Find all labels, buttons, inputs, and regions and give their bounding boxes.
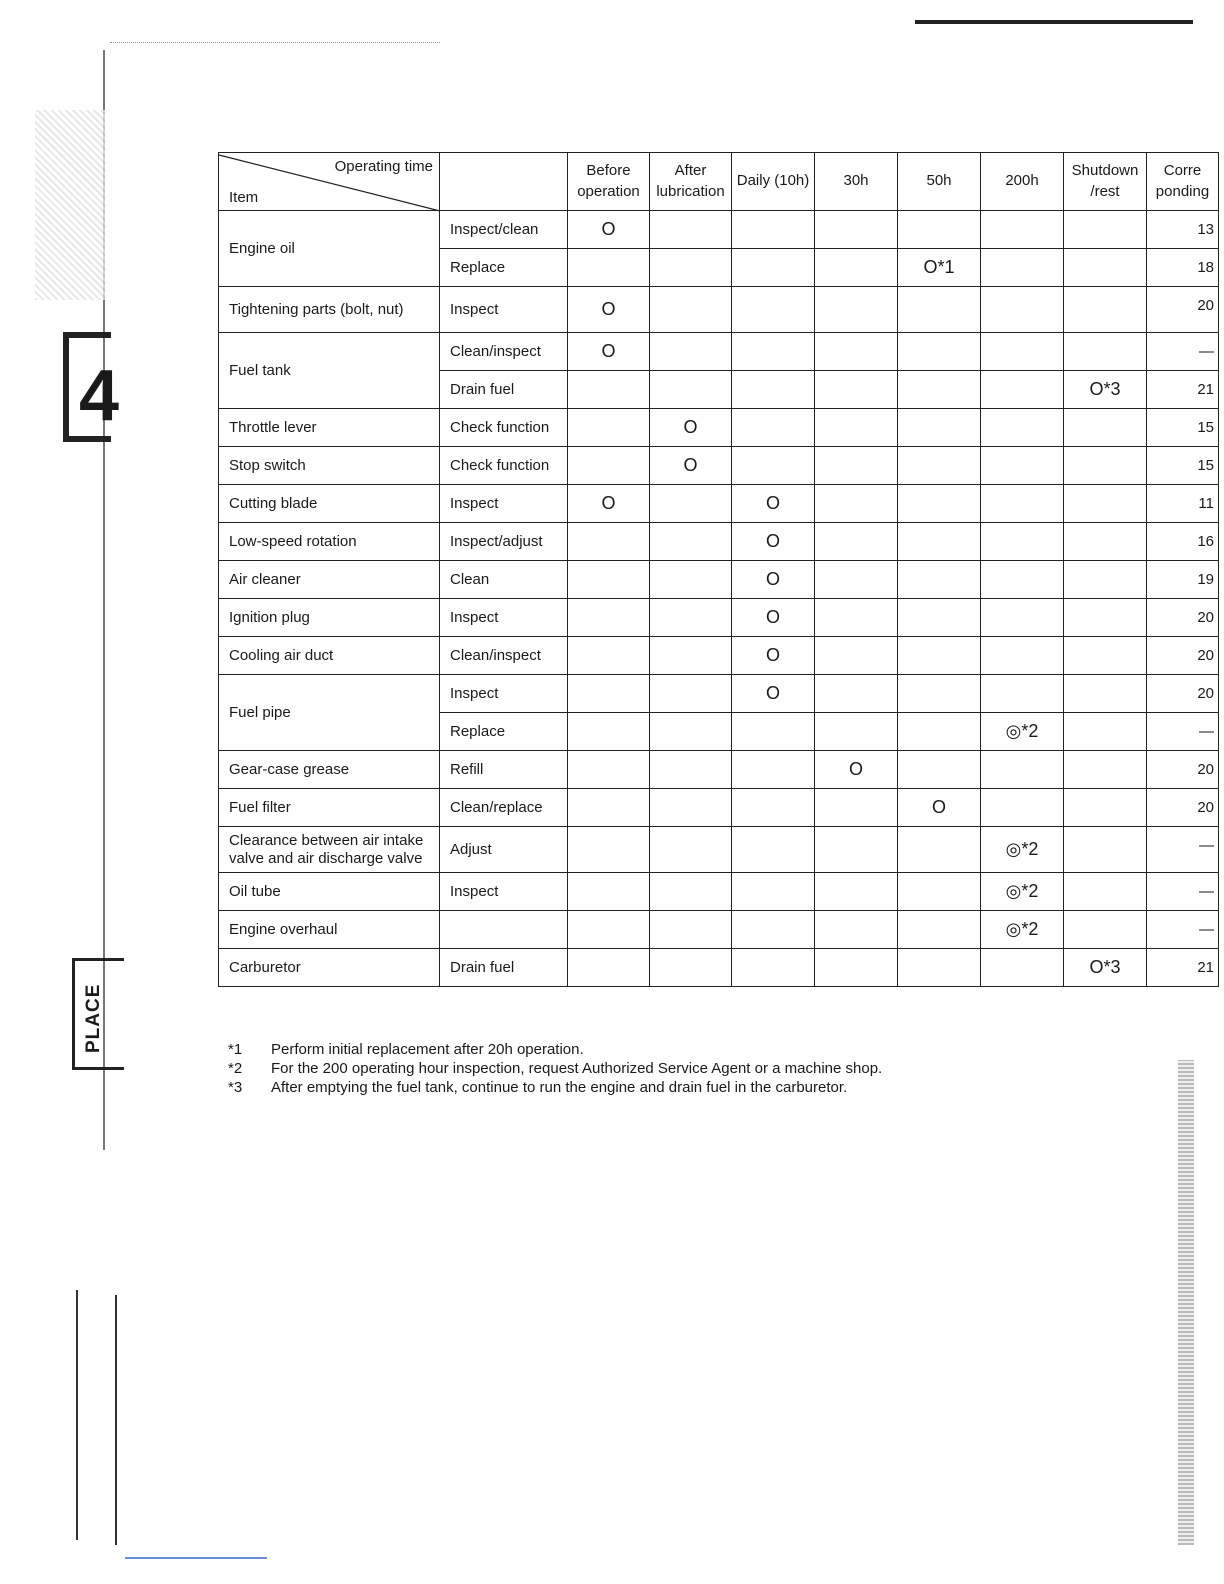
schedule-mark bbox=[650, 827, 732, 873]
page-reference: — bbox=[1147, 713, 1219, 751]
column-header: 30h bbox=[815, 153, 898, 211]
action-cell: Inspect/adjust bbox=[440, 523, 568, 561]
page-reference: 20 bbox=[1147, 675, 1219, 713]
schedule-mark bbox=[1064, 409, 1147, 447]
action-cell: Inspect bbox=[440, 485, 568, 523]
schedule-mark bbox=[898, 949, 981, 987]
schedule-mark: O bbox=[898, 789, 981, 827]
item-cell: Stop switch bbox=[219, 447, 440, 485]
page-reference: 20 bbox=[1147, 637, 1219, 675]
schedule-mark bbox=[981, 637, 1064, 675]
column-header: Corre ponding bbox=[1147, 153, 1219, 211]
schedule-mark bbox=[732, 249, 815, 287]
schedule-mark bbox=[815, 409, 898, 447]
item-cell: Throttle lever bbox=[219, 409, 440, 447]
schedule-mark bbox=[815, 561, 898, 599]
schedule-mark bbox=[650, 485, 732, 523]
schedule-mark: O*3 bbox=[1064, 371, 1147, 409]
schedule-mark bbox=[981, 371, 1064, 409]
column-header: Shutdown /rest bbox=[1064, 153, 1147, 211]
schedule-mark bbox=[981, 249, 1064, 287]
table-row bbox=[219, 599, 1219, 637]
schedule-mark bbox=[981, 789, 1064, 827]
page-reference: 20 bbox=[1147, 287, 1219, 333]
action-cell: Clean/replace bbox=[440, 789, 568, 827]
page-reference: 20 bbox=[1147, 789, 1219, 827]
schedule-mark bbox=[815, 789, 898, 827]
action-cell: Refill bbox=[440, 751, 568, 789]
footnote-mark: *2 bbox=[228, 1060, 243, 1077]
schedule-mark bbox=[568, 637, 650, 675]
schedule-mark bbox=[568, 949, 650, 987]
column-header: Daily (10h) bbox=[732, 153, 815, 211]
schedule-mark: O bbox=[732, 675, 815, 713]
schedule-mark bbox=[568, 675, 650, 713]
schedule-mark bbox=[732, 911, 815, 949]
action-cell: Inspect bbox=[440, 599, 568, 637]
schedule-mark bbox=[732, 949, 815, 987]
footnote bbox=[228, 1078, 882, 1097]
schedule-mark bbox=[898, 409, 981, 447]
footnote-text: For the 200 operating hour inspection, request Authorized Service Agent or a machine shop. bbox=[271, 1060, 883, 1077]
schedule-mark bbox=[732, 211, 815, 249]
table-row bbox=[219, 675, 1219, 713]
schedule-mark bbox=[568, 523, 650, 561]
schedule-mark bbox=[815, 675, 898, 713]
item-cell: Clearance between air intake valve and air discharge valve bbox=[219, 827, 440, 873]
schedule-mark bbox=[650, 561, 732, 599]
page-reference: 16 bbox=[1147, 523, 1219, 561]
schedule-mark bbox=[1064, 333, 1147, 371]
schedule-mark bbox=[568, 249, 650, 287]
schedule-mark bbox=[1064, 485, 1147, 523]
table-row bbox=[219, 287, 1219, 333]
action-cell: Clean/inspect bbox=[440, 637, 568, 675]
schedule-mark bbox=[732, 447, 815, 485]
schedule-mark bbox=[1064, 599, 1147, 637]
page-reference: 15 bbox=[1147, 447, 1219, 485]
schedule-mark bbox=[981, 599, 1064, 637]
schedule-mark bbox=[650, 371, 732, 409]
schedule-mark bbox=[815, 827, 898, 873]
scan-noise bbox=[35, 110, 105, 300]
schedule-mark bbox=[898, 561, 981, 599]
margin-line bbox=[115, 1295, 117, 1545]
schedule-mark bbox=[568, 561, 650, 599]
action-cell: Inspect/clean bbox=[440, 211, 568, 249]
column-header: Before operation bbox=[568, 153, 650, 211]
item-cell: Ignition plug bbox=[219, 599, 440, 637]
place-label: PLACE bbox=[83, 983, 104, 1053]
schedule-mark bbox=[981, 949, 1064, 987]
schedule-mark bbox=[1064, 911, 1147, 949]
schedule-mark bbox=[898, 637, 981, 675]
page-reference: — bbox=[1147, 827, 1219, 873]
schedule-mark bbox=[732, 751, 815, 789]
item-cell: Air cleaner bbox=[219, 561, 440, 599]
schedule-mark bbox=[898, 523, 981, 561]
item-cell: Low-speed rotation bbox=[219, 523, 440, 561]
schedule-mark bbox=[815, 599, 898, 637]
schedule-mark bbox=[981, 751, 1064, 789]
schedule-mark bbox=[1064, 287, 1147, 333]
footnote bbox=[228, 1040, 882, 1059]
schedule-mark bbox=[1064, 637, 1147, 675]
diagonal-header-cell bbox=[219, 153, 440, 211]
schedule-mark bbox=[732, 827, 815, 873]
schedule-mark: O bbox=[568, 211, 650, 249]
schedule-mark bbox=[898, 751, 981, 789]
table-row bbox=[219, 911, 1219, 949]
footnote-mark: *1 bbox=[228, 1041, 243, 1058]
schedule-mark: O*1 bbox=[898, 249, 981, 287]
schedule-mark bbox=[650, 211, 732, 249]
schedule-mark bbox=[732, 287, 815, 333]
schedule-mark bbox=[568, 751, 650, 789]
footnote-mark: *3 bbox=[228, 1079, 243, 1096]
schedule-mark bbox=[815, 949, 898, 987]
schedule-mark bbox=[650, 287, 732, 333]
schedule-mark bbox=[732, 713, 815, 751]
schedule-mark bbox=[815, 713, 898, 751]
schedule-mark bbox=[650, 911, 732, 949]
item-cell: Tightening parts (bolt, nut) bbox=[219, 287, 440, 333]
header-row bbox=[219, 153, 1219, 211]
schedule-mark: O bbox=[568, 485, 650, 523]
schedule-mark bbox=[815, 911, 898, 949]
schedule-mark bbox=[1064, 211, 1147, 249]
schedule-mark bbox=[650, 873, 732, 911]
schedule-mark bbox=[732, 371, 815, 409]
footnote-text: After emptying the fuel tank, continue to run the engine and drain fuel in the carburetor. bbox=[271, 1079, 848, 1096]
schedule-mark bbox=[898, 599, 981, 637]
schedule-mark bbox=[1064, 713, 1147, 751]
page-reference: 18 bbox=[1147, 249, 1219, 287]
schedule-mark: ◎*2 bbox=[981, 873, 1064, 911]
schedule-mark bbox=[898, 211, 981, 249]
schedule-mark bbox=[898, 911, 981, 949]
page-reference: — bbox=[1147, 873, 1219, 911]
schedule-mark bbox=[1064, 675, 1147, 713]
schedule-mark bbox=[650, 637, 732, 675]
page-reference: 15 bbox=[1147, 409, 1219, 447]
item-cell: Engine overhaul bbox=[219, 911, 440, 949]
schedule-mark bbox=[732, 409, 815, 447]
footnote-text: Perform initial replacement after 20h operation. bbox=[271, 1041, 584, 1058]
table-row bbox=[219, 873, 1219, 911]
schedule-mark bbox=[815, 873, 898, 911]
maintenance-table-wrapper bbox=[218, 152, 1214, 987]
action-cell: Inspect bbox=[440, 287, 568, 333]
schedule-mark bbox=[815, 333, 898, 371]
footnote bbox=[228, 1059, 882, 1078]
table-row bbox=[219, 211, 1219, 249]
action-cell: Inspect bbox=[440, 873, 568, 911]
item-cell: Cooling air duct bbox=[219, 637, 440, 675]
schedule-mark bbox=[898, 485, 981, 523]
table-row bbox=[219, 751, 1219, 789]
schedule-mark bbox=[815, 485, 898, 523]
place-stamp-box bbox=[72, 958, 124, 1070]
column-header: 50h bbox=[898, 153, 981, 211]
item-cell: Engine oil bbox=[219, 211, 440, 287]
schedule-mark bbox=[815, 447, 898, 485]
item-cell: Gear-case grease bbox=[219, 751, 440, 789]
schedule-mark bbox=[815, 211, 898, 249]
schedule-mark bbox=[981, 409, 1064, 447]
top-rule bbox=[915, 20, 1193, 24]
action-cell: Check function bbox=[440, 409, 568, 447]
item-label: Item bbox=[229, 188, 259, 206]
schedule-mark: O bbox=[732, 485, 815, 523]
table-row bbox=[219, 949, 1219, 987]
schedule-mark: O bbox=[815, 751, 898, 789]
table-row bbox=[219, 523, 1219, 561]
schedule-mark bbox=[1064, 789, 1147, 827]
schedule-mark bbox=[650, 675, 732, 713]
table-row bbox=[219, 789, 1219, 827]
schedule-mark bbox=[650, 751, 732, 789]
page-reference: 11 bbox=[1147, 485, 1219, 523]
item-cell: Carburetor bbox=[219, 949, 440, 987]
schedule-mark bbox=[732, 873, 815, 911]
schedule-mark: O*3 bbox=[1064, 949, 1147, 987]
table-row bbox=[219, 447, 1219, 485]
page-reference: 21 bbox=[1147, 949, 1219, 987]
table-row bbox=[219, 409, 1219, 447]
schedule-mark bbox=[568, 713, 650, 751]
operating-time-label: Operating time bbox=[334, 158, 433, 175]
schedule-mark bbox=[815, 249, 898, 287]
schedule-mark bbox=[898, 447, 981, 485]
schedule-mark bbox=[650, 333, 732, 371]
schedule-mark bbox=[650, 599, 732, 637]
schedule-mark bbox=[650, 949, 732, 987]
schedule-mark bbox=[898, 713, 981, 751]
schedule-mark bbox=[1064, 751, 1147, 789]
schedule-mark bbox=[981, 675, 1064, 713]
schedule-mark bbox=[898, 287, 981, 333]
item-cell: Cutting blade bbox=[219, 485, 440, 523]
action-header-cell bbox=[440, 153, 568, 211]
page-reference: — bbox=[1147, 911, 1219, 949]
schedule-mark: ◎*2 bbox=[981, 713, 1064, 751]
schedule-mark bbox=[568, 447, 650, 485]
margin-line bbox=[76, 1290, 78, 1540]
schedule-mark bbox=[650, 789, 732, 827]
maintenance-schedule-table bbox=[218, 152, 1219, 987]
schedule-mark bbox=[732, 789, 815, 827]
schedule-mark bbox=[815, 287, 898, 333]
schedule-mark bbox=[981, 485, 1064, 523]
action-cell: Clean/inspect bbox=[440, 333, 568, 371]
schedule-mark: O bbox=[732, 599, 815, 637]
column-header: After lubrication bbox=[650, 153, 732, 211]
schedule-mark bbox=[981, 447, 1064, 485]
schedule-mark bbox=[981, 333, 1064, 371]
schedule-mark bbox=[815, 523, 898, 561]
action-cell: Replace bbox=[440, 249, 568, 287]
schedule-mark bbox=[1064, 873, 1147, 911]
schedule-mark: O bbox=[732, 561, 815, 599]
action-cell: Inspect bbox=[440, 675, 568, 713]
schedule-mark bbox=[981, 287, 1064, 333]
table-row bbox=[219, 827, 1219, 873]
schedule-mark: O bbox=[650, 409, 732, 447]
schedule-mark: O bbox=[568, 287, 650, 333]
page-reference: 19 bbox=[1147, 561, 1219, 599]
schedule-mark bbox=[1064, 249, 1147, 287]
section-tab-number: 4 bbox=[79, 356, 120, 436]
schedule-mark bbox=[650, 713, 732, 751]
schedule-mark: O bbox=[732, 523, 815, 561]
schedule-mark bbox=[1064, 447, 1147, 485]
item-cell: Fuel filter bbox=[219, 789, 440, 827]
action-cell: Replace bbox=[440, 713, 568, 751]
item-cell: Fuel tank bbox=[219, 333, 440, 409]
schedule-mark bbox=[1064, 827, 1147, 873]
schedule-mark: ◎*2 bbox=[981, 911, 1064, 949]
schedule-mark bbox=[898, 371, 981, 409]
page-reference: 20 bbox=[1147, 751, 1219, 789]
item-cell: Fuel pipe bbox=[219, 675, 440, 751]
blue-underline bbox=[125, 1557, 267, 1559]
schedule-mark bbox=[1064, 523, 1147, 561]
action-cell: Drain fuel bbox=[440, 371, 568, 409]
schedule-mark bbox=[898, 333, 981, 371]
table-row bbox=[219, 333, 1219, 371]
action-cell: Adjust bbox=[440, 827, 568, 873]
action-cell: Clean bbox=[440, 561, 568, 599]
schedule-mark bbox=[568, 371, 650, 409]
page-reference: 20 bbox=[1147, 599, 1219, 637]
table-row bbox=[219, 485, 1219, 523]
scan-edge bbox=[1178, 1060, 1194, 1545]
column-header: 200h bbox=[981, 153, 1064, 211]
item-cell: Oil tube bbox=[219, 873, 440, 911]
action-cell bbox=[440, 911, 568, 949]
schedule-mark bbox=[815, 637, 898, 675]
schedule-mark bbox=[1064, 561, 1147, 599]
schedule-mark bbox=[981, 523, 1064, 561]
schedule-mark bbox=[568, 827, 650, 873]
schedule-mark bbox=[568, 873, 650, 911]
action-cell: Drain fuel bbox=[440, 949, 568, 987]
schedule-mark bbox=[732, 333, 815, 371]
page-reference: — bbox=[1147, 333, 1219, 371]
schedule-mark: O bbox=[650, 447, 732, 485]
schedule-mark: O bbox=[568, 333, 650, 371]
schedule-mark: ◎*2 bbox=[981, 827, 1064, 873]
table-row bbox=[219, 637, 1219, 675]
schedule-mark bbox=[981, 561, 1064, 599]
schedule-mark bbox=[568, 409, 650, 447]
page-reference: 13 bbox=[1147, 211, 1219, 249]
schedule-mark bbox=[568, 789, 650, 827]
schedule-mark bbox=[815, 371, 898, 409]
page-top-edge bbox=[110, 42, 440, 44]
schedule-mark bbox=[650, 523, 732, 561]
schedule-mark bbox=[568, 599, 650, 637]
table-row bbox=[219, 561, 1219, 599]
schedule-mark bbox=[898, 827, 981, 873]
action-cell: Check function bbox=[440, 447, 568, 485]
schedule-mark bbox=[981, 211, 1064, 249]
schedule-mark bbox=[898, 873, 981, 911]
schedule-mark bbox=[568, 911, 650, 949]
footnotes bbox=[228, 1040, 882, 1097]
schedule-mark bbox=[898, 675, 981, 713]
schedule-mark: O bbox=[732, 637, 815, 675]
schedule-mark bbox=[650, 249, 732, 287]
page-reference: 21 bbox=[1147, 371, 1219, 409]
section-tab bbox=[63, 332, 120, 442]
